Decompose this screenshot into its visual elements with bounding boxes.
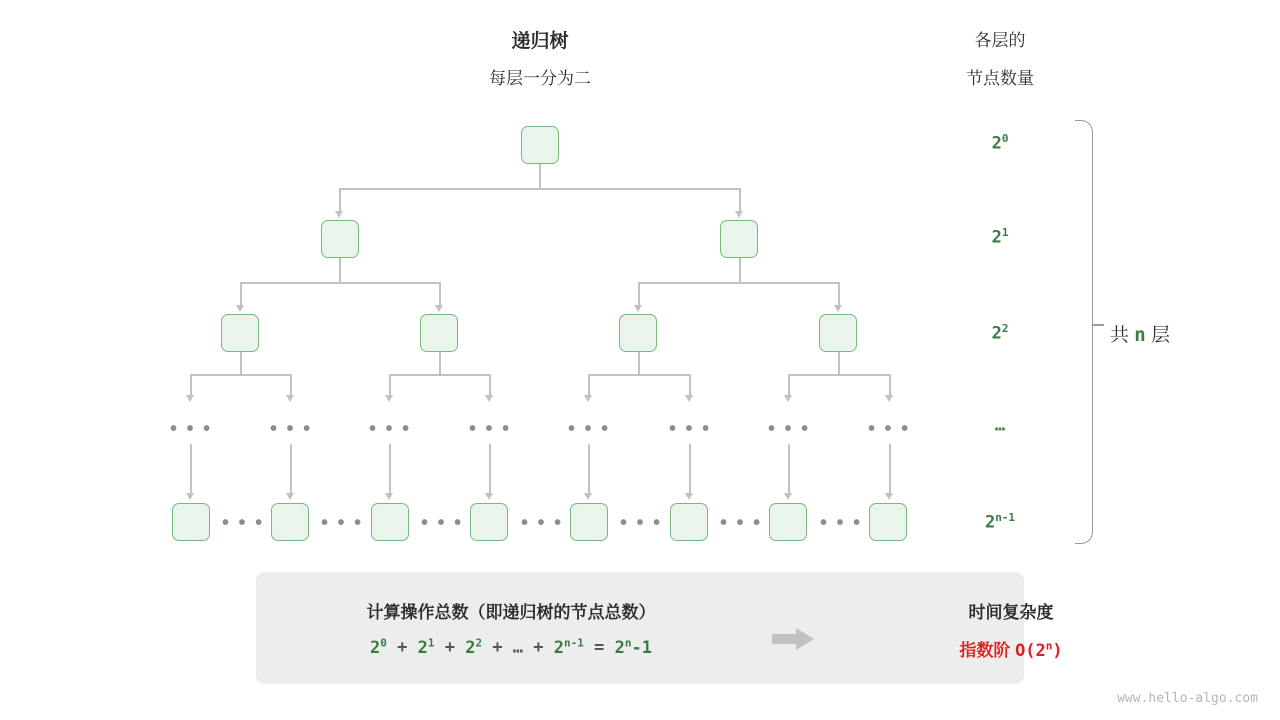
tree-node [769,503,807,541]
tree-node [420,314,458,352]
tree-node [172,503,210,541]
edge-segment [339,188,341,212]
ellipsis-dots: • • • [321,512,364,534]
edge-arrow [385,395,393,402]
edge-segment [539,164,541,188]
edge-arrow [834,305,842,312]
summary-left-title: 计算操作总数（即递归树的节点总数） [366,603,656,622]
edge-segment [889,444,891,494]
formula-term: $2^0$ [370,636,387,658]
edge-segment [190,374,291,376]
edge-segment [739,258,741,282]
page-subtitle: 每层一分为二 [489,69,591,88]
edge-segment [638,282,838,284]
edge-arrow [335,211,343,218]
level-count-label [940,226,1060,248]
edge-segment [339,258,341,282]
ellipsis-dots: • • • [669,418,712,440]
level-count-exponent: 1 [1001,226,1009,239]
edge-segment [439,282,441,306]
edge-segment [190,374,192,396]
ellipsis-dots: • • • [222,512,265,534]
level-count-label [940,414,1060,436]
level-count-exponent: 2 [1001,322,1009,335]
level-count-exponent: 0 [1001,132,1009,145]
node-count-header-line2: 节点数量 [966,69,1034,88]
level-count-label [940,511,1060,533]
edge-segment [788,374,889,376]
tree-node [470,503,508,541]
edge-arrow [485,493,493,500]
summary-formula: $2^0 + 2^1 + 2^2$ + … + $2^{n-1} = 2^n-1$ [370,636,652,658]
edge-segment [190,444,192,494]
ellipsis-dots: • • • [270,418,313,440]
right-arrow-icon [772,628,814,650]
edge-segment [240,282,440,284]
edge-segment [838,352,840,374]
edge-arrow [435,305,443,312]
edge-arrow [784,493,792,500]
edge-arrow [584,493,592,500]
tree-node [371,503,409,541]
edge-segment [689,444,691,494]
edge-arrow [186,395,194,402]
summary-right-title: 时间复杂度 [968,603,1054,622]
edge-arrow [584,395,592,402]
edge-segment [389,374,490,376]
tree-node [619,314,657,352]
edge-segment [240,282,242,306]
edge-segment [489,444,491,494]
summary-complexity [836,636,1186,661]
level-span-brace [1075,120,1093,544]
level-count-base: … [994,415,1006,436]
edge-segment [240,352,242,374]
ellipsis-dots: • • • [170,418,213,440]
tree-node [221,314,259,352]
edge-arrow [784,395,792,402]
edge-segment [389,374,391,396]
ellipsis-dots: • • • [421,512,464,534]
page-title: 递归树 [511,31,569,52]
edge-segment [689,374,691,396]
tree-node [869,503,907,541]
ellipsis-dots: • • • [868,418,911,440]
ellipsis-dots: • • • [469,418,512,440]
formula-term: 2$^{n-1}$ [553,636,584,658]
tree-node [521,126,559,164]
formula-term: $2^2$ [465,636,483,658]
edge-arrow [885,493,893,500]
edge-segment [588,374,590,396]
ellipsis-dots: • • • [620,512,663,534]
edge-segment [588,444,590,494]
ellipsis-dots: • • • [820,512,863,534]
complexity-value: O(2$^n$) [1015,639,1063,661]
edge-segment [788,444,790,494]
level-count-base: 2 [984,512,996,533]
edge-segment [439,352,441,374]
level-count-base: 2 [991,227,1002,248]
edge-arrow [485,395,493,402]
level-count-base: 2 [991,323,1002,344]
edge-segment [838,282,840,306]
edge-segment [739,188,741,212]
summary-panel [256,572,1063,684]
edge-segment [489,374,491,396]
level-count-exponent: n-1 [995,511,1016,524]
edge-arrow [286,395,294,402]
level-span-brace-tip [1092,324,1104,326]
ellipsis-dots: • • • [369,418,412,440]
ellipsis-dots: • • • [568,418,611,440]
level-count-label [940,322,1060,344]
edge-arrow [286,493,294,500]
edge-segment [638,352,640,374]
tree-node [321,220,359,258]
tree-node [720,220,758,258]
node-count-header-line1: 各层的 [974,31,1026,50]
edge-arrow [685,395,693,402]
total-levels-suffix: 层 [1151,325,1171,346]
level-count-base: 2 [991,133,1002,154]
edge-arrow [735,211,743,218]
edge-arrow [885,395,893,402]
ellipsis-dots: • • • [720,512,763,534]
tree-node [670,503,708,541]
edge-segment [788,374,790,396]
edge-segment [339,188,740,190]
edge-segment [889,374,891,396]
ellipsis-dots: • • • [521,512,564,534]
tree-node [570,503,608,541]
ellipsis-dots: • • • [768,418,811,440]
total-levels-value: n [1134,324,1146,346]
tree-node [271,503,309,541]
edge-segment [588,374,689,376]
formula-term: $2^1$ [417,636,435,658]
total-levels-label [1110,320,1170,347]
edge-segment [290,374,292,396]
level-count-label [940,132,1060,154]
complexity-label: 指数阶 [959,641,1011,660]
total-levels-prefix: 共 [1110,325,1130,346]
watermark: www.hello-algo.com [1117,691,1258,706]
edge-segment [638,282,640,306]
edge-arrow [186,493,194,500]
edge-arrow [236,305,244,312]
formula-result: 2$^n$-1 [614,636,652,658]
edge-arrow [685,493,693,500]
edge-arrow [634,305,642,312]
edge-segment [290,444,292,494]
edge-segment [389,444,391,494]
edge-arrow [385,493,393,500]
tree-node [819,314,857,352]
